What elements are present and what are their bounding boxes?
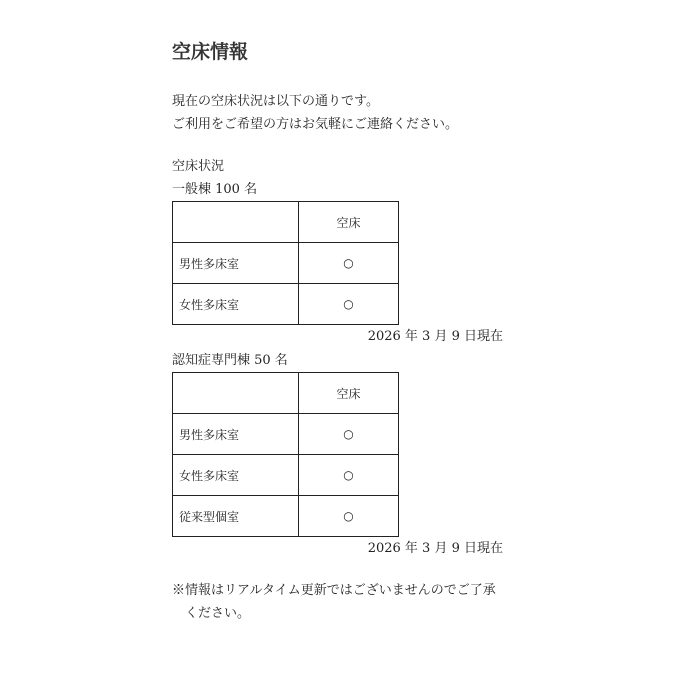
vacancy-table-dementia [172, 372, 399, 537]
room-type-cell: 女性多床室 [173, 284, 299, 325]
header-empty-cell [173, 202, 299, 243]
vacancy-status-cell: ○ [299, 496, 399, 537]
column-header: 空床 [299, 202, 399, 243]
vacancy-status-cell: ○ [299, 243, 399, 284]
vacancy-status-cell: ○ [299, 455, 399, 496]
page-title: 空床情報 [172, 41, 249, 63]
section-heading: 空床状況 [172, 159, 225, 174]
column-header: 空床 [299, 373, 399, 414]
table-row [173, 496, 399, 537]
table-header-row [173, 202, 399, 243]
table-header-row [173, 373, 399, 414]
notice-line: ください。 [185, 606, 251, 621]
main-content [172, 30, 532, 625]
vacancy-table-general [172, 201, 399, 325]
intro-line: ご利用をご希望の方はお気軽にご連絡ください。 [172, 117, 459, 132]
room-type-cell: 従来型個室 [173, 496, 299, 537]
room-type-cell: 男性多床室 [173, 243, 299, 284]
header-empty-cell [173, 373, 299, 414]
table-row [173, 414, 399, 455]
table-row [173, 284, 399, 325]
table-row [173, 455, 399, 496]
notice-line: ※情報はリアルタイム更新ではございませんのでご了承 [172, 583, 496, 598]
vacancy-status-cell: ○ [299, 284, 399, 325]
ward-title-dementia: 認知症専門棟 50 名 [172, 353, 288, 368]
room-type-cell: 女性多床室 [173, 455, 299, 496]
table-row [173, 243, 399, 284]
as-of-date: 2026 年 3 月 9 日現在 [367, 329, 503, 344]
vacancy-status-cell: ○ [299, 414, 399, 455]
ward-title-general: 一般棟 100 名 [172, 182, 258, 197]
room-type-cell: 男性多床室 [173, 414, 299, 455]
as-of-date: 2026 年 3 月 9 日現在 [367, 541, 503, 556]
intro-line: 現在の空床状況は以下の通りです。 [172, 94, 379, 109]
disclaimer-notice [172, 579, 517, 625]
intro-text [172, 90, 532, 136]
